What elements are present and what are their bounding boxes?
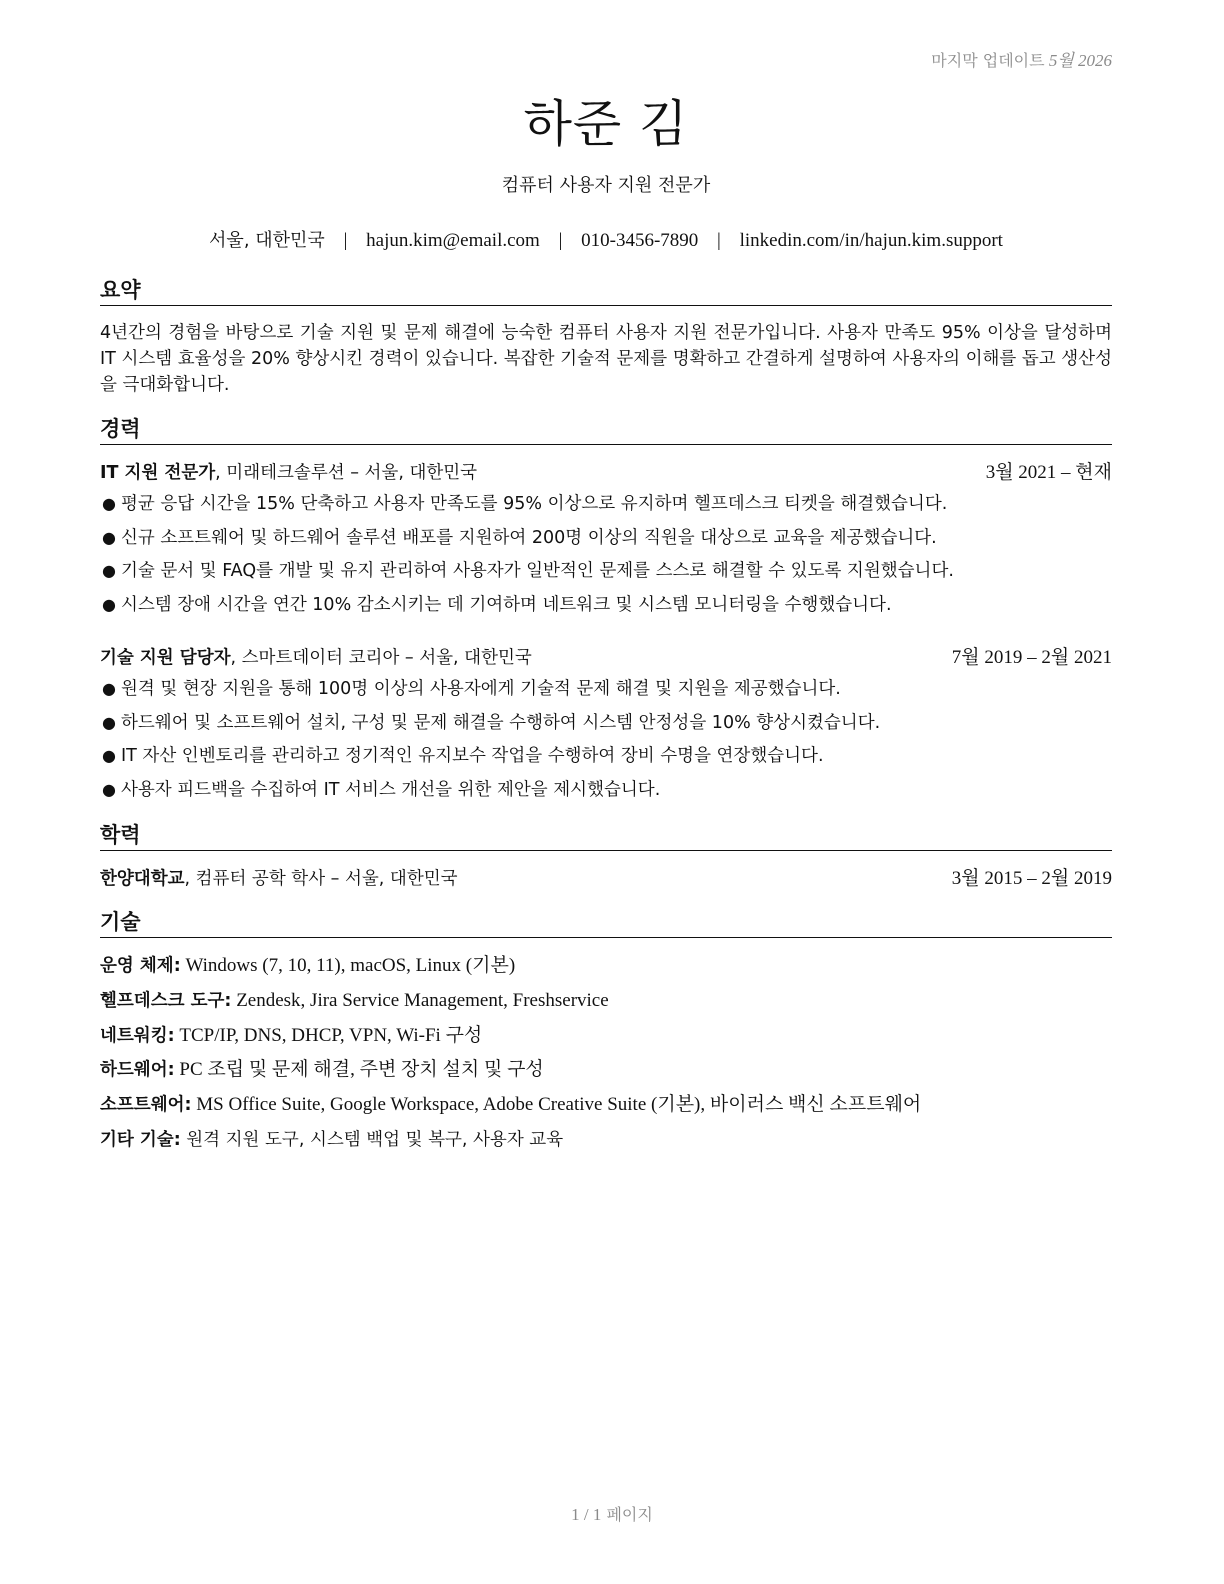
- skill-label: 네트워킹:: [100, 1025, 175, 1046]
- summary-text: 4년간의 경험을 바탕으로 기술 지원 및 문제 해결에 능숙한 컴퓨터 사용자 지원 전문가입니다. 사용자 만족도 95% 이상을 달성하며 IT 시스템 효율성을 20% 향상시킨 경력이 있습니다. 복잡한 기술적 문제를 명확하고 간결하게 설명하여 사용자의 이해를 돕고 생산성을 극대화합니다.: [100, 323, 1112, 395]
- list-item: [100, 593, 1112, 627]
- list-item: [100, 526, 1112, 560]
- contact-separator: |: [558, 230, 563, 251]
- job-dates: 3월 2021 – 현재: [985, 462, 1112, 483]
- education-detail: , 컴퓨터 공학 학사 – 서울, 대한민국: [184, 869, 458, 889]
- bullet-text: 사용자 피드백을 수집하여 IT 서비스 개선을 위한 제안을 제시했습니다.: [121, 780, 661, 801]
- list-item: [100, 559, 1112, 593]
- skill-label: 하드웨어:: [100, 1060, 175, 1081]
- section-heading-skills: 기술: [100, 909, 1112, 938]
- job-company: , 스마트데이터 코리아 – 서울, 대한민국: [230, 648, 532, 668]
- list-item: [100, 677, 1112, 711]
- job-dates: 7월 2019 – 2월 2021: [951, 647, 1112, 668]
- bullet-icon: ●: [102, 746, 116, 766]
- skill-item: [100, 1128, 1112, 1163]
- bullet-text: 하드웨어 및 소프트웨어 설치, 구성 및 문제 해결을 수행하여 시스템 안정성을 10% 향상시켰습니다.: [121, 712, 881, 733]
- job-title-company: [100, 646, 532, 670]
- education-row: [100, 867, 1112, 891]
- skills-list: [100, 954, 1112, 1163]
- bullet-icon: ●: [102, 780, 116, 800]
- contact-email[interactable]: hajun.kim@email.com: [366, 230, 540, 251]
- bullet-text: 신규 소프트웨어 및 하드웨어 솔루션 배포를 지원하여 200명 이상의 직원을 대상으로 교육을 제공했습니다.: [121, 527, 937, 548]
- bullet-icon: ●: [102, 712, 116, 732]
- list-item: [100, 744, 1112, 778]
- page-suffix: 페이지: [606, 1505, 653, 1524]
- skill-item: [100, 989, 1112, 1024]
- contact-separator: |: [717, 230, 721, 251]
- page-number: 1 / 1: [571, 1505, 602, 1524]
- skill-value: Zendesk, Jira Service Management, Freshservice: [231, 989, 609, 1011]
- job-title-company: [100, 461, 477, 485]
- contact-location: 서울, 대한민국: [209, 230, 325, 251]
- job-header: [100, 646, 1112, 670]
- last-updated: [931, 46, 1112, 71]
- skill-value: 원격 지원 도구, 시스템 백업 및 복구, 사용자 교육: [180, 1129, 564, 1150]
- last-updated-year: 2026: [1078, 51, 1112, 70]
- bullet-icon: ●: [102, 527, 116, 547]
- education-dates: 3월 2015 – 2월 2019: [951, 868, 1112, 889]
- contact-linkedin[interactable]: linkedin.com/in/hajun.kim.support: [739, 230, 1003, 251]
- job-bullets: [100, 677, 1112, 812]
- job-role: IT 지원 전문가: [100, 463, 216, 483]
- bullet-icon: ●: [102, 494, 116, 513]
- skill-item: [100, 1058, 1112, 1093]
- bullet-text: 원격 및 현장 지원을 통해 100명 이상의 사용자에게 기술적 문제 해결 및 지원을 제공했습니다.: [121, 679, 841, 699]
- bullet-icon: ●: [102, 595, 116, 615]
- contact-phone: 010-3456-7890: [581, 230, 699, 251]
- bullet-icon: ●: [102, 561, 116, 581]
- skill-value: Windows (7, 10, 11), macOS, Linux (기본): [180, 955, 516, 976]
- page-footer: [0, 1502, 1224, 1525]
- candidate-name: 하준 김: [523, 95, 689, 153]
- job-company: , 미래테크솔루션 – 서울, 대한민국: [215, 463, 478, 483]
- skill-label: 기타 기술:: [100, 1129, 181, 1150]
- education-school-degree: [100, 867, 458, 891]
- contact-separator: |: [343, 230, 348, 251]
- list-item: [100, 492, 1112, 526]
- skill-value: MS Office Suite, Google Workspace, Adobe Creative Suite (기본), 바이러스 백신 소프트웨어: [191, 1094, 922, 1116]
- section-heading-experience: 경력: [100, 416, 1112, 445]
- skill-item: [100, 1024, 1112, 1059]
- skill-value: TCP/IP, DNS, DHCP, VPN, Wi-Fi 구성: [174, 1024, 483, 1046]
- list-item: [100, 711, 1112, 745]
- job-role: 기술 지원 담당자: [100, 648, 231, 668]
- bullet-text: 시스템 장애 시간을 연간 10% 감소시키는 데 기여하며 네트워크 및 시스템 모니터링을 수행했습니다.: [121, 595, 892, 616]
- section-heading-education: 학력: [100, 822, 1112, 851]
- skill-label: 운영 체제:: [100, 956, 181, 976]
- candidate-title: 컴퓨터 사용자 지원 전문가: [501, 175, 711, 196]
- section-heading-summary: 요약: [100, 277, 1112, 306]
- skill-value: PC 조립 및 문제 해결, 주변 장치 설치 및 구성: [174, 1059, 544, 1081]
- skill-label: 헬프데스크 도구:: [100, 990, 232, 1011]
- skill-item: [100, 954, 1112, 989]
- last-updated-label: 마지막 업데이트: [931, 51, 1045, 70]
- contact-line: [100, 226, 1112, 252]
- bullet-text: 기술 문서 및 FAQ를 개발 및 유지 관리하여 사용자가 일반적인 문제를 스스로 해결할 수 있도록 지원했습니다.: [121, 561, 954, 582]
- list-item: [100, 778, 1112, 812]
- education-school: 한양대학교: [100, 869, 185, 889]
- skill-label: 소프트웨어:: [100, 1095, 192, 1116]
- bullet-icon: ●: [102, 679, 116, 698]
- last-updated-month: 5월: [1048, 51, 1074, 70]
- bullet-text: 평균 응답 시간을 15% 단축하고 사용자 만족도를 95% 이상으로 유지하며 헬프데스크 티켓을 해결했습니다.: [121, 494, 948, 514]
- bullet-text: IT 자산 인벤토리를 관리하고 정기적인 유지보수 작업을 수행하여 장비 수명을 연장했습니다.: [121, 746, 824, 767]
- job-header: [100, 461, 1112, 485]
- skill-item: [100, 1093, 1112, 1128]
- job-bullets: [100, 492, 1112, 627]
